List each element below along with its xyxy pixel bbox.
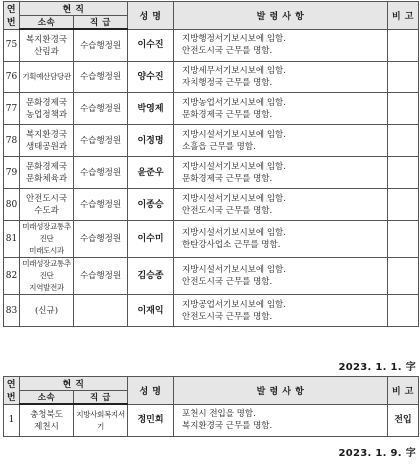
grade-header: 직 급 [74,16,128,30]
name-cell: 이재익 [128,295,174,327]
dept-cell: 복지환경국 산림과 [20,29,74,62]
grade-cell: 수습행정원 [74,189,128,221]
row-number: 77 [4,93,20,125]
dept-cell: 기획예산담당관 [20,62,74,93]
row-number: 81 [4,221,20,258]
name-cell: 박영제 [128,93,174,125]
note-cell [388,295,419,327]
order-cell: 지방시설서기보시보에 임함. 문화경제국 근무를 명함. [174,157,388,189]
grade-cell: 수습행정원 [74,125,128,157]
table-row [4,93,419,125]
note-cell [388,29,419,62]
name-cell: 이수진 [128,29,174,62]
name-cell: 양수진 [128,62,174,93]
dept-cell: 안전도시국 수도과 [20,189,74,221]
grade-cell: 수습행정원 [74,157,128,189]
note-cell [388,189,419,221]
note-cell [388,125,419,157]
order-cell: 지방공업서기보시보에 임함. 안전도시국 근무를 명함. [174,295,388,327]
dept-cell: 복지환경국 생태공원과 [20,125,74,157]
order-cell: 지방세무서기보시보에 임함. 자치행정국 근무를 명함. [174,62,388,93]
row-number: 83 [4,295,20,327]
effective-date-2: 2023. 1. 9. 字 [338,448,416,459]
note-cell [388,62,419,93]
row-number: 1 [4,404,20,437]
name-cell: 윤준우 [128,157,174,189]
dept-cell: 미래성장교통추진단 지역발전과 [20,258,74,295]
grade-header: 직 급 [74,391,128,405]
row-number: 82 [4,258,20,295]
table-row [4,125,419,157]
name-cell: 이종승 [128,189,174,221]
name-header: 성 명 [128,2,174,30]
name-cell: 이정명 [128,125,174,157]
grade-cell: 수습행정원 [74,258,128,295]
dept-header: 소속 [20,16,74,30]
order-cell: 지방시설서기보시보에 임함. 소흘읍 근무를 명함. [174,125,388,157]
table-row [4,62,419,93]
note-header: 비 고 [388,377,419,405]
table-row [4,295,419,327]
note-header: 비 고 [388,2,419,30]
table-row [4,404,419,437]
current-position-header: 현 직 [20,377,128,391]
order-cell: 지방행정서기보시보에 임함. 안전도시국 근무를 명함. [174,29,388,62]
row-number: 79 [4,157,20,189]
note-cell [388,258,419,295]
grade-cell: 지방사회복지서기 [74,404,128,437]
appointment-table-2 [3,376,419,437]
note-cell [388,157,419,189]
note-cell: 전입 [388,404,419,437]
current-position-header: 현 직 [20,2,128,16]
grade-cell: 수습행정원 [74,93,128,125]
no-header: 연번 [4,2,20,30]
row-number: 80 [4,189,20,221]
dept-cell: 미래성장교통추진단 미래도시과 [20,221,74,258]
order-cell: 지방농업서기보시보에 임함. 문화경제국 근무를 명함. [174,93,388,125]
table-row [4,189,419,221]
name-header: 성 명 [128,377,174,405]
table-row [4,258,419,295]
table-row [4,157,419,189]
name-cell: 김승종 [128,258,174,295]
dept-cell: 충청북도 제천시 [20,404,74,437]
note-cell [388,221,419,258]
grade-cell: 수습행정원 [74,29,128,62]
no-header: 연번 [4,377,20,405]
appointment-table-1 [3,1,419,327]
grade-cell [74,295,128,327]
name-cell: 정민희 [128,404,174,437]
order-cell: 지방시설서기보시보에 임함. 안전도시국 근무를 명함. [174,258,388,295]
row-number: 75 [4,29,20,62]
order-header: 발 령 사 항 [174,377,388,405]
note-cell [388,93,419,125]
dept-cell: (신규) [20,295,74,327]
grade-cell: 수습행정원 [74,221,128,258]
order-cell: 포천시 전입을 명함. 복지환경국 근무를 명함. [174,404,388,437]
order-cell: 지방시설서기보시보에 임함. 한탄강사업소 근무를 명함. [174,221,388,258]
dept-cell: 문화경제국 문화체육과 [20,157,74,189]
grade-cell: 수습행정원 [74,62,128,93]
effective-date-1: 2023. 1. 1. 字 [338,362,416,373]
name-cell: 이수미 [128,221,174,258]
order-header: 발 령 사 항 [174,2,388,30]
row-number: 78 [4,125,20,157]
order-cell: 지방시설서기보시보에 임함. 안전도시국 근무를 명함. [174,189,388,221]
dept-header: 소속 [20,391,74,405]
table-row [4,29,419,62]
row-number: 76 [4,62,20,93]
dept-cell: 문화경제국 농업정책과 [20,93,74,125]
table-row [4,221,419,258]
